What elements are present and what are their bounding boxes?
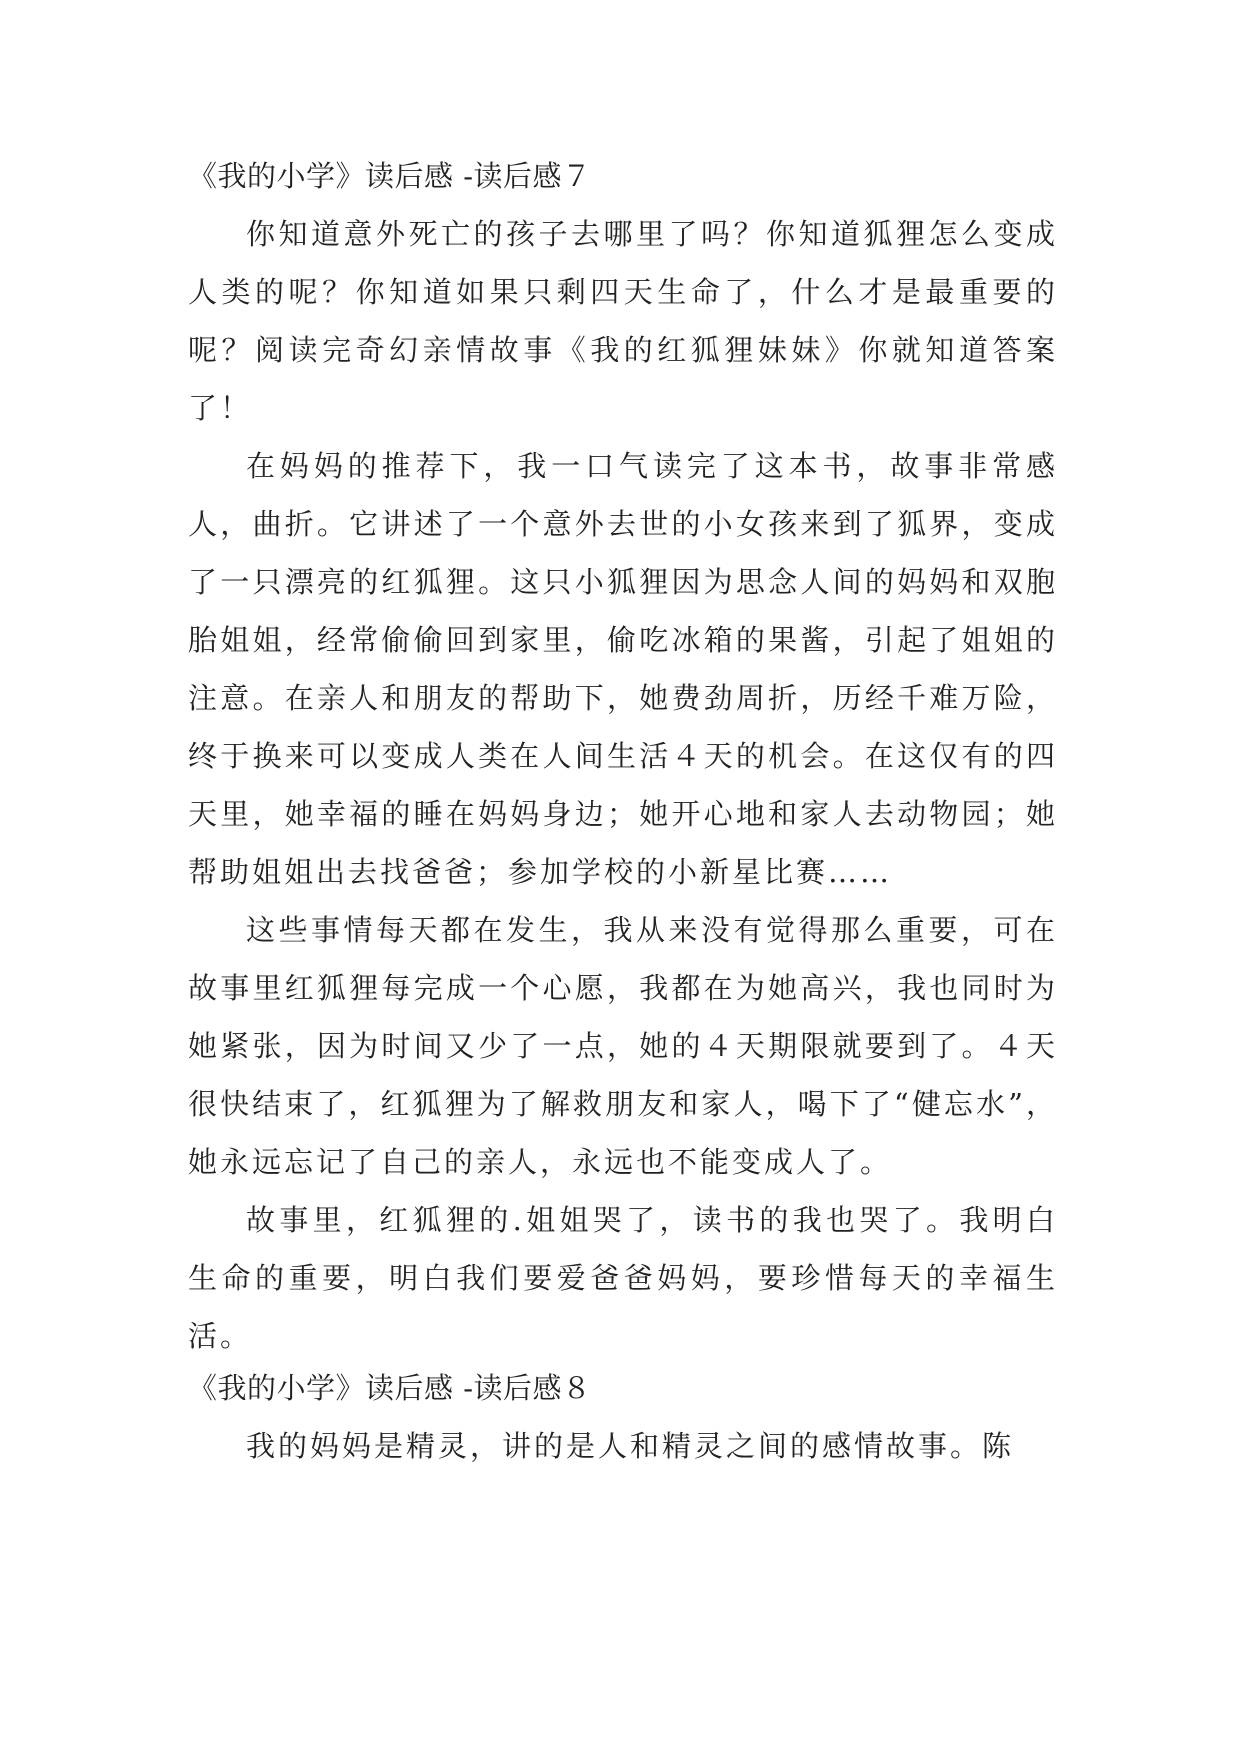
paragraph-4: 故事里，红狐狸的.姐姐哭了，读书的我也哭了。我明白生命的重要，明白我们要爱爸爸妈妈，要珍惜每天的幸福生活。 bbox=[188, 1203, 1058, 1353]
paragraph-3: 这些事情每天都在发生，我从来没有觉得那么重要，可在故事里红狐狸每完成一个心愿，我都在为她高兴，我也同时为她紧张，因为时间又少了一点，她的４天期限就要到了。４天很快结束了，红狐狸为了解救朋友和家人，喝下了“健忘水”，她永远忘记了自己的亲人，永远也不能变成人了。 bbox=[188, 913, 1058, 1179]
paragraph-2: 在妈妈的推荐下，我一口气读完了这本书，故事非常感人，曲折。它讲述了一个意外去世的小女孩来到了狐界，变成了一只漂亮的红狐狸。这只小狐狸因为思念人间的妈妈和双胞胎姐姐，经常偷偷回到家里，偷吃冰箱的果酱，引起了姐姐的注意。在亲人和朋友的帮助下，她费劲周折，历经千难万险，终于换来可以变成人类在人间生活４天的机会。在这仅有的四天里，她幸福的睡在妈妈身边；她开心地和家人去动物园；她帮助姐姐出去找爸爸；参加学校的小新星比赛…… bbox=[188, 449, 1058, 889]
paragraph-1: 你知道意外死亡的孩子去哪里了吗？你知道狐狸怎么变成人类的呢？你知道如果只剩四天生命了，什么才是最重要的呢？阅读完奇幻亲情故事《我的红狐狸妹妹》你就知道答案了！ bbox=[188, 217, 1058, 425]
section-title-1: 《我的小学》读后感 -读后感７ bbox=[188, 159, 592, 193]
paragraph-5: 我的妈妈是精灵，讲的是人和精灵之间的感情故事。陈 bbox=[246, 1429, 1015, 1463]
document-page bbox=[188, 155, 1058, 1475]
section-title-2: 《我的小学》读后感 -读后感８ bbox=[188, 1371, 592, 1405]
